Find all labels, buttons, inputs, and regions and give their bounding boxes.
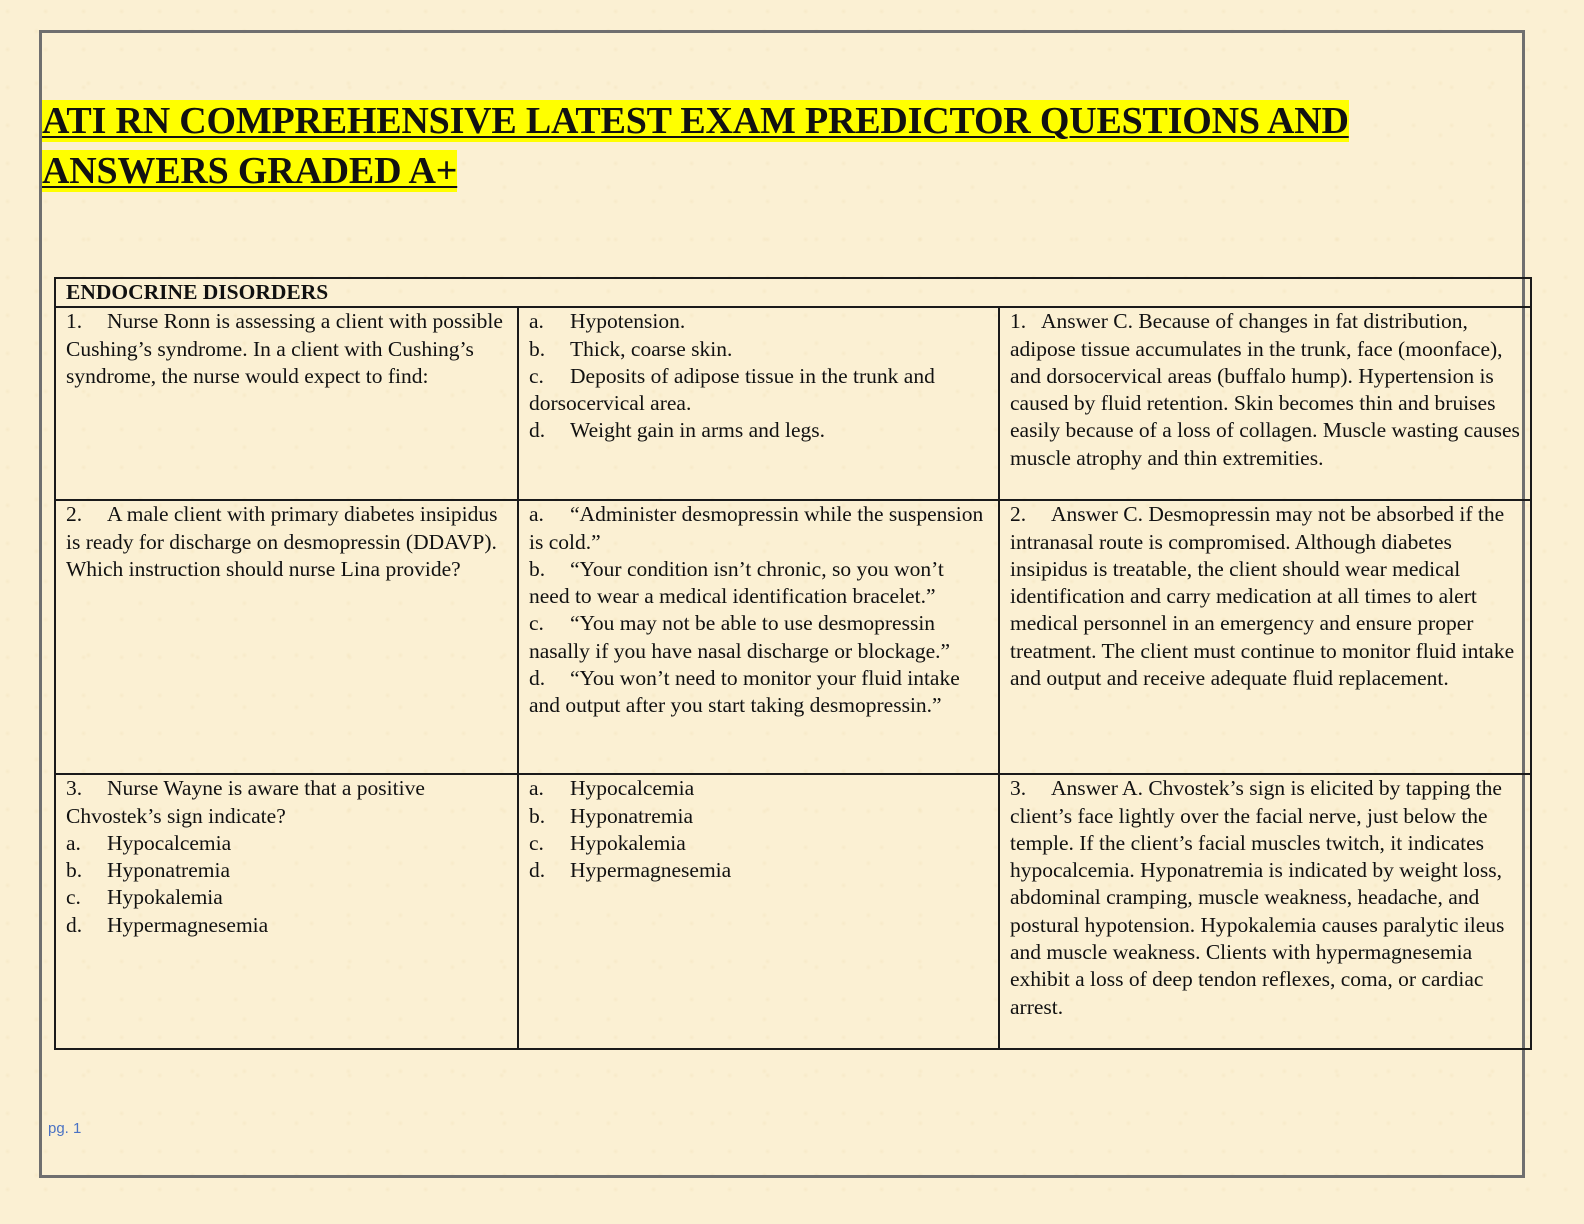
- option-item: b. “Your condition isn’t chronic, so you won’t need to wear a medical identification bracelet.”: [529, 556, 944, 609]
- question-text: A male client with primary diabetes insipidus is ready for discharge on desmopressin (DDAVP). Which instruction should nurse Lina provide?: [66, 502, 498, 581]
- question-cell: [55, 307, 518, 500]
- option-item: a. “Administer desmopressin while the suspension is cold.”: [529, 502, 984, 554]
- table-row: [55, 774, 1531, 1049]
- option-item: d. Hypermagnesemia: [529, 858, 732, 883]
- question-cell: [55, 500, 518, 774]
- question-text: Nurse Ronn is assessing a client with possible Cushing’s syndrome. In a client with Cushing’s syndrome, the nurse would expect to find:: [66, 309, 503, 388]
- question-option-item: b. Hyponatremia: [66, 858, 230, 883]
- question-number: 2.: [66, 502, 83, 527]
- answer-text: Answer A. Chvostek’s sign is elicited by tapping the client’s face lightly over the facial nerve, just below the temple. If the client’s facial muscles twitch, it indicates hypocalcemia. Hyponatremia is indicated by weight loss, abdominal cramping, muscle weakness, headache, and postural hypotension. Hypokalemia causes paralytic ileus and muscle weakness. Clients with hypermagnesemia exhibit a loss of deep tendon reflexes, coma, or cardiac arrest.: [1010, 776, 1505, 1019]
- answer-cell: [999, 307, 1531, 500]
- table-row: [55, 500, 1531, 774]
- question-option-item: a. Hypocalcemia: [66, 830, 232, 855]
- answer-number: 1.: [1010, 309, 1027, 334]
- option-item: a. Hypocalcemia: [529, 776, 695, 801]
- option-item: d. Weight gain in arms and legs.: [529, 418, 826, 443]
- section-heading: ENDOCRINE DISORDERS: [55, 278, 1531, 307]
- question-number: 1.: [66, 309, 83, 334]
- table-row: [55, 307, 1531, 500]
- option-item: c. Deposits of adipose tissue in the trunk and dorsocervical area.: [529, 363, 935, 416]
- options-cell: [518, 307, 999, 500]
- option-item: b. Thick, coarse skin.: [529, 336, 733, 361]
- question-cell: [55, 774, 518, 1049]
- answer-number: 3.: [1010, 776, 1027, 801]
- section-heading-row: [55, 278, 1531, 307]
- answer-cell: [999, 774, 1531, 1049]
- answer-number: 2.: [1010, 502, 1027, 527]
- title-line-1: ATI RN COMPREHENSIVE LATEST EXAM PREDICTOR QUESTIONS AND: [42, 100, 1349, 142]
- option-item: c. Hypokalemia: [529, 830, 686, 855]
- answer-text: Answer C. Desmopressin may not be absorbed if the intranasal route is compromised. Although diabetes insipidus is treatable, the client should wear medical identification and carry medication at all times to alert medical personnel in an emergency and ensure proper treatment. The client must continue to monitor fluid intake and output and receive adequate fluid replacement.: [1010, 502, 1515, 691]
- qa-table: [54, 277, 1532, 1050]
- question-option-item: d. Hypermagnesemia: [66, 912, 269, 937]
- options-cell: [518, 500, 999, 774]
- option-item: c. “You may not be able to use desmopressin nasally if you have nasal discharge or blockage.”: [529, 611, 951, 663]
- document-title: [42, 96, 1462, 196]
- title-line-2: ANSWERS GRADED A+: [42, 150, 458, 192]
- question-option-item: c. Hypokalemia: [66, 885, 223, 910]
- page-number: pg. 1: [48, 1120, 82, 1137]
- options-cell: [518, 774, 999, 1049]
- question-number: 3.: [66, 776, 83, 801]
- option-item: b. Hyponatremia: [529, 803, 693, 828]
- answer-cell: [999, 500, 1531, 774]
- question-stem: [66, 775, 507, 830]
- question-text: Nurse Wayne is aware that a positive Chvostek’s sign indicate?: [66, 776, 425, 828]
- option-item: a. Hypotension.: [529, 309, 686, 334]
- answer-text: Answer C. Because of changes in fat distribution, adipose tissue accumulates in the trunk, face (moonface), and dorsocervical areas (buffalo hump). Hypertension is caused by fluid retention. Skin becomes thin and bruises easily because of a loss of collagen. Muscle wasting causes muscle atrophy and thin extremities.: [1010, 309, 1520, 470]
- option-item: d. “You won’t need to monitor your fluid intake and output after you start taking desmopressin.”: [529, 666, 960, 718]
